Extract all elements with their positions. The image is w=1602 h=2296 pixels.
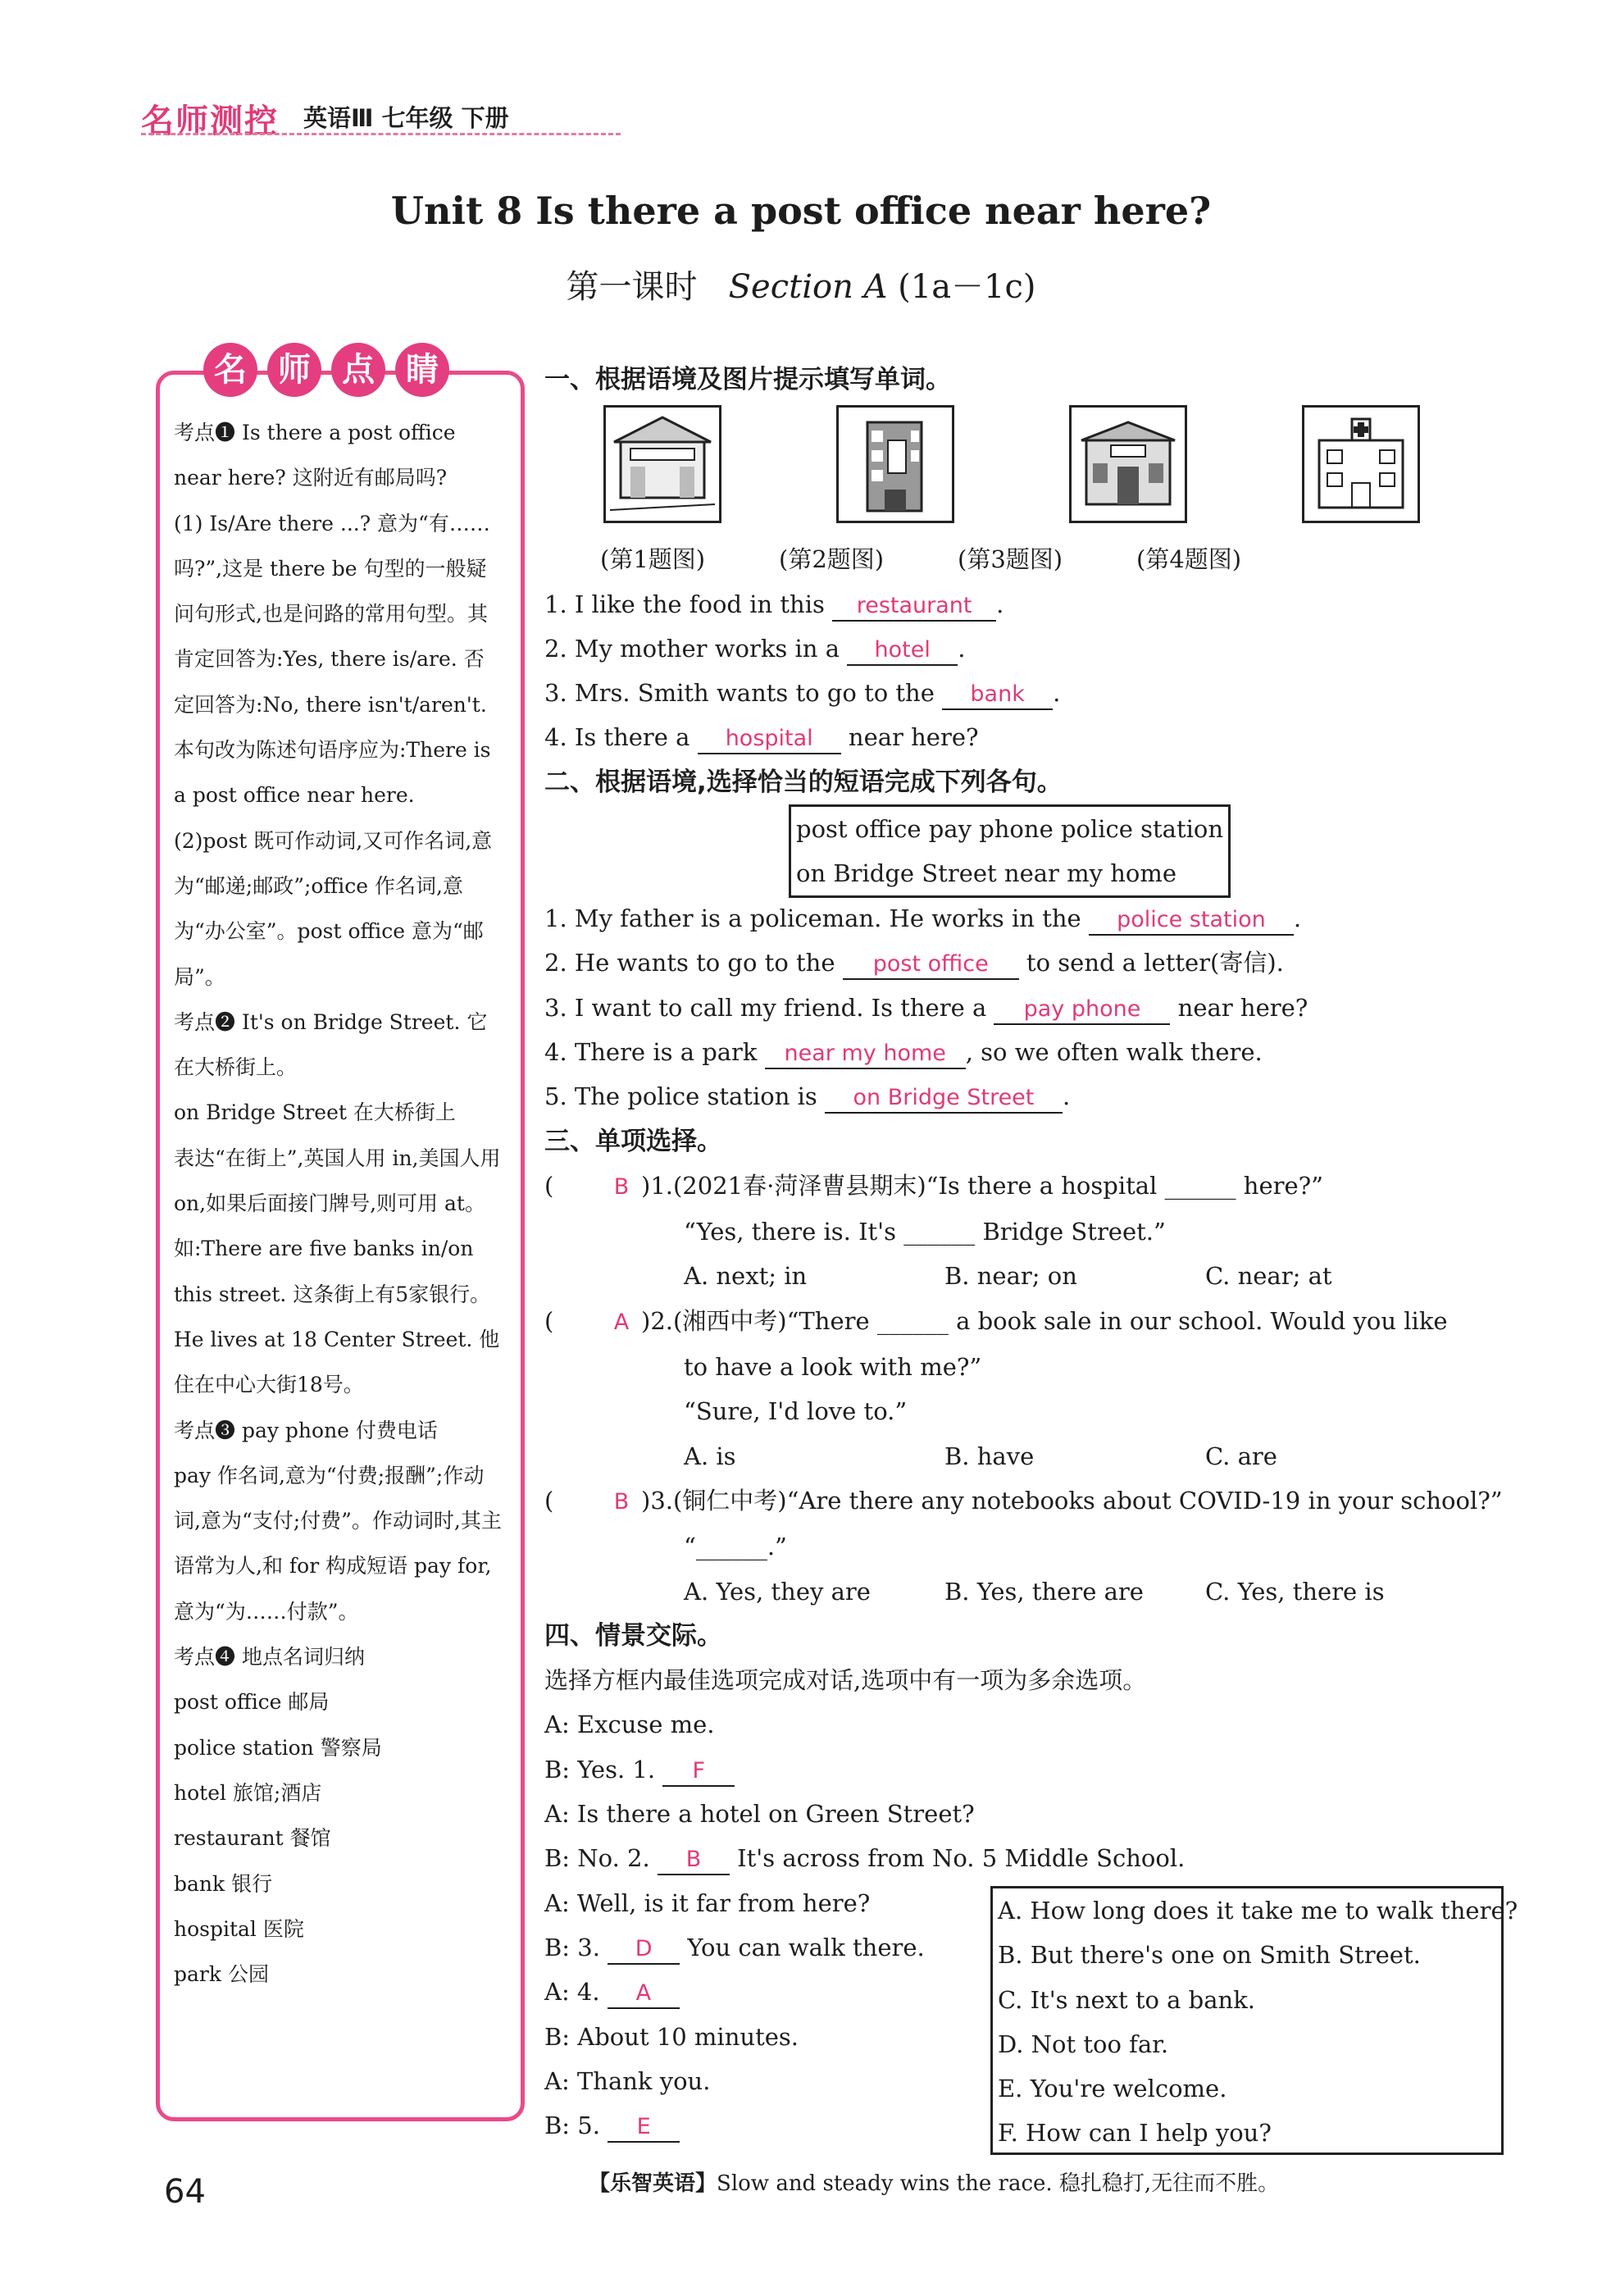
dialog-option: A. How long does it take me to walk there? (998, 1897, 1518, 1925)
part4-heading: 四、情景交际。 (544, 1620, 722, 1651)
footer-text: Slow and steady wins the race. 稳扎稳打,无往而不胜。 (717, 2171, 1280, 2196)
part2-heading: 二、根据语境,选择恰当的短语完成下列各句。 (544, 767, 1063, 797)
caption: (第2题图) (779, 545, 885, 574)
caption: (第3题图) (958, 545, 1063, 574)
dialog-option: D. Not too far. (998, 2029, 1169, 2058)
question-line: 3. Mrs. Smith wants to go to the bank . (544, 671, 1512, 715)
note-text: on Bridge Street 在大桥街上 (174, 1100, 456, 1125)
mc-question-line: “Sure, I'd love to.” (684, 1397, 908, 1426)
question-line: 2. My mother works in a hotel . (544, 626, 1512, 671)
picture-row (544, 402, 1512, 537)
mc-options: A. Yes, they are B. Yes, there are C. Yes, there is (684, 1577, 1385, 1606)
note-point-2: 考点❷ It's on Bridge Street. 它在大桥街上。 (174, 1009, 488, 1080)
question-line: 1. I like the food in this restaurant . (544, 582, 1512, 626)
answer-blank: bank (942, 681, 1053, 710)
section-name: Section A (728, 268, 888, 306)
unit-title: Unit 8 Is there a post office near here? (390, 189, 1212, 233)
dialog-options-box (990, 1886, 1518, 2155)
mc-question-line: “Yes, there is. It's ______ Bridge Street.” (684, 1218, 1166, 1246)
mc-options: A. next; in B. near; on C. near; at (684, 1262, 1332, 1291)
answer-blank: near my home (765, 1040, 966, 1069)
note-text: (2)post 既可作动词,又可作名词,意为“邮递;邮政”;office 作名词,意为“办公室”。post office 意为“邮局”。 (174, 828, 493, 989)
dialog-line: B: About 10 minutes. (544, 2022, 799, 2051)
dialog-option: C. It's next to a bank. (998, 1985, 1256, 2014)
answer-blank: B (658, 1846, 730, 1875)
mc-question: ( B )1.(2021春·菏泽曹县期末)“Is there a hospital ______ here?” (544, 1164, 1512, 1210)
part3-heading: 三、单项选择。 (544, 1126, 722, 1156)
dialog-option: B. But there's one on Smith Street. (998, 1941, 1421, 1970)
dialog-line: B: No. 2. B It's across from No. 5 Middle School. (544, 1836, 1512, 1880)
sidebar-heading (203, 343, 466, 402)
mc-options: A. is B. have C. are (684, 1442, 1277, 1470)
lesson-number: 第一课时 (566, 268, 698, 306)
sidebar-notes (174, 410, 502, 1997)
heading-char: 名 (203, 343, 257, 397)
section-range: (1a－1c) (898, 268, 1036, 306)
footer-motto (589, 2166, 1279, 2197)
dialog-option: F. How can I help you? (998, 2119, 1272, 2148)
note-vocab: park 公园 (174, 1962, 269, 1987)
question-line: 5. The police station is on Bridge Street . (544, 1074, 1512, 1118)
note-point-1: 考点❶ Is there a post office near here? 这附近有邮局吗? (174, 421, 456, 490)
answer-blank: police station (1089, 906, 1294, 936)
mc-question: ( A )2.(湘西中考)“There ______ a book sale in our school. Would you like (544, 1299, 1512, 1345)
mc-answer: B (613, 1488, 630, 1515)
note-text: (1) Is/Are there ...? 意为“有……吗?”,这是 there be 句型的一般疑问句形式,也是问路的常用句型。其肯定回答为:Yes, there is/are. 否定回答为:No, there isn't/aren't. 本句改为陈述句语序应为:There is a post office near here. (174, 511, 491, 808)
dialog-line: A: 4. A (544, 1970, 1512, 2014)
answer-blank: hotel (847, 636, 958, 666)
note-text: 表达“在街上”,英国人用 in,美国人用 on,如果后面接门牌号,则可用 at。 (174, 1146, 501, 1216)
answer-blank: hospital (698, 725, 841, 754)
bank-picture (1069, 405, 1187, 523)
mc-answer: A (613, 1309, 630, 1335)
mc-question-line: to have a look with me?” (684, 1353, 982, 1382)
heading-char: 睛 (395, 343, 449, 397)
mc-answer: B (613, 1173, 630, 1200)
book-info: 英语Ⅲ 七年级 下册 (303, 104, 509, 132)
heading-char: 点 (331, 343, 385, 397)
dialog-line: A: Thank you. (544, 2066, 711, 2095)
question-line: 4. Is there a hospital near here? (544, 715, 1512, 759)
phrase-row: on Bridge Street near my home (796, 859, 1176, 888)
question-line: 4. There is a park near my home , so we often walk there. (544, 1030, 1512, 1074)
note-text: He lives at 18 Center Street. 他住在中心大街18号。 (174, 1327, 500, 1397)
note-point-4: 考点❹ 地点名词归纳 (174, 1645, 365, 1670)
dialog-option: E. You're welcome. (998, 2075, 1227, 2103)
note-vocab: hospital 医院 (174, 1916, 304, 1941)
page-number: 64 (164, 2173, 206, 2211)
answer-blank: A (608, 1979, 680, 2009)
dialog-line: A: Is there a hotel on Green Street? (544, 1800, 975, 1829)
phrase-box (789, 804, 1231, 898)
note-vocab: bank 银行 (174, 1871, 273, 1896)
question-line: 3. I want to call my friend. Is there a pay phone near here? (544, 986, 1512, 1030)
note-text: 如:There are five banks in/on this street. 这条街上有5家银行。 (174, 1237, 491, 1306)
dialog-line: B: 5. E (544, 2103, 1512, 2148)
answer-blank: on Bridge Street (825, 1084, 1063, 1114)
note-vocab: hotel 旅馆;酒店 (174, 1780, 322, 1805)
question-line: 2. He wants to go to the post office to send a letter(寄信). (544, 941, 1512, 985)
mc-question-line: “______.” (684, 1533, 787, 1561)
note-vocab: police station 警察局 (174, 1735, 382, 1760)
footer-tag: 【乐智英语】 (589, 2171, 717, 2196)
answer-blank: E (608, 2113, 680, 2143)
mc-question: ( B )3.(铜仁中考)“Are there any notebooks about COVID-19 in your school?” (544, 1478, 1512, 1524)
header-divider (141, 133, 621, 135)
answer-blank: pay phone (994, 995, 1170, 1025)
hotel-picture (836, 405, 954, 523)
restaurant-picture (603, 405, 721, 523)
answer-blank: post office (843, 950, 1019, 980)
dialog-line: B: 3. D You can walk there. (544, 1925, 1512, 1970)
question-line: 1. My father is a policeman. He works in the police station . (544, 896, 1512, 941)
part1-heading: 一、根据语境及图片提示填写单词。 (544, 365, 951, 394)
dialog-line: B: Yes. 1. F (544, 1747, 1512, 1792)
hospital-picture (1302, 405, 1420, 523)
exercises (544, 358, 1518, 2148)
caption: (第4题图) (1136, 545, 1242, 574)
note-text: pay 作名词,意为“付费;报酬”;作动词,意为“支付;付费”。作动词时,其主语常为人,和 for 构成短语 pay for,意为“为……付款”。 (174, 1463, 502, 1624)
picture-captions (544, 537, 1512, 581)
phrase-box-row (544, 804, 1512, 896)
note-vocab: post office 邮局 (174, 1690, 330, 1715)
note-vocab: restaurant 餐馆 (174, 1826, 331, 1851)
answer-blank: F (662, 1757, 735, 1787)
phrase-row: post office pay phone police station (796, 815, 1224, 844)
caption: (第1题图) (600, 545, 706, 574)
answer-blank: restaurant (832, 592, 996, 622)
dialog-line: A: Well, is it far from here? (544, 1888, 871, 1917)
series-logo: 名师测控 (141, 102, 279, 140)
note-point-3: 考点❸ pay phone 付费电话 (174, 1418, 438, 1442)
heading-char: 师 (267, 343, 321, 397)
part4-instructions: 选择方框内最佳选项完成对话,选项中有一项为多余选项。 (544, 1666, 1147, 1695)
dialog-line: A: Excuse me. (544, 1711, 715, 1739)
lesson-subtitle (0, 261, 1602, 308)
answer-blank: D (608, 1935, 680, 1965)
